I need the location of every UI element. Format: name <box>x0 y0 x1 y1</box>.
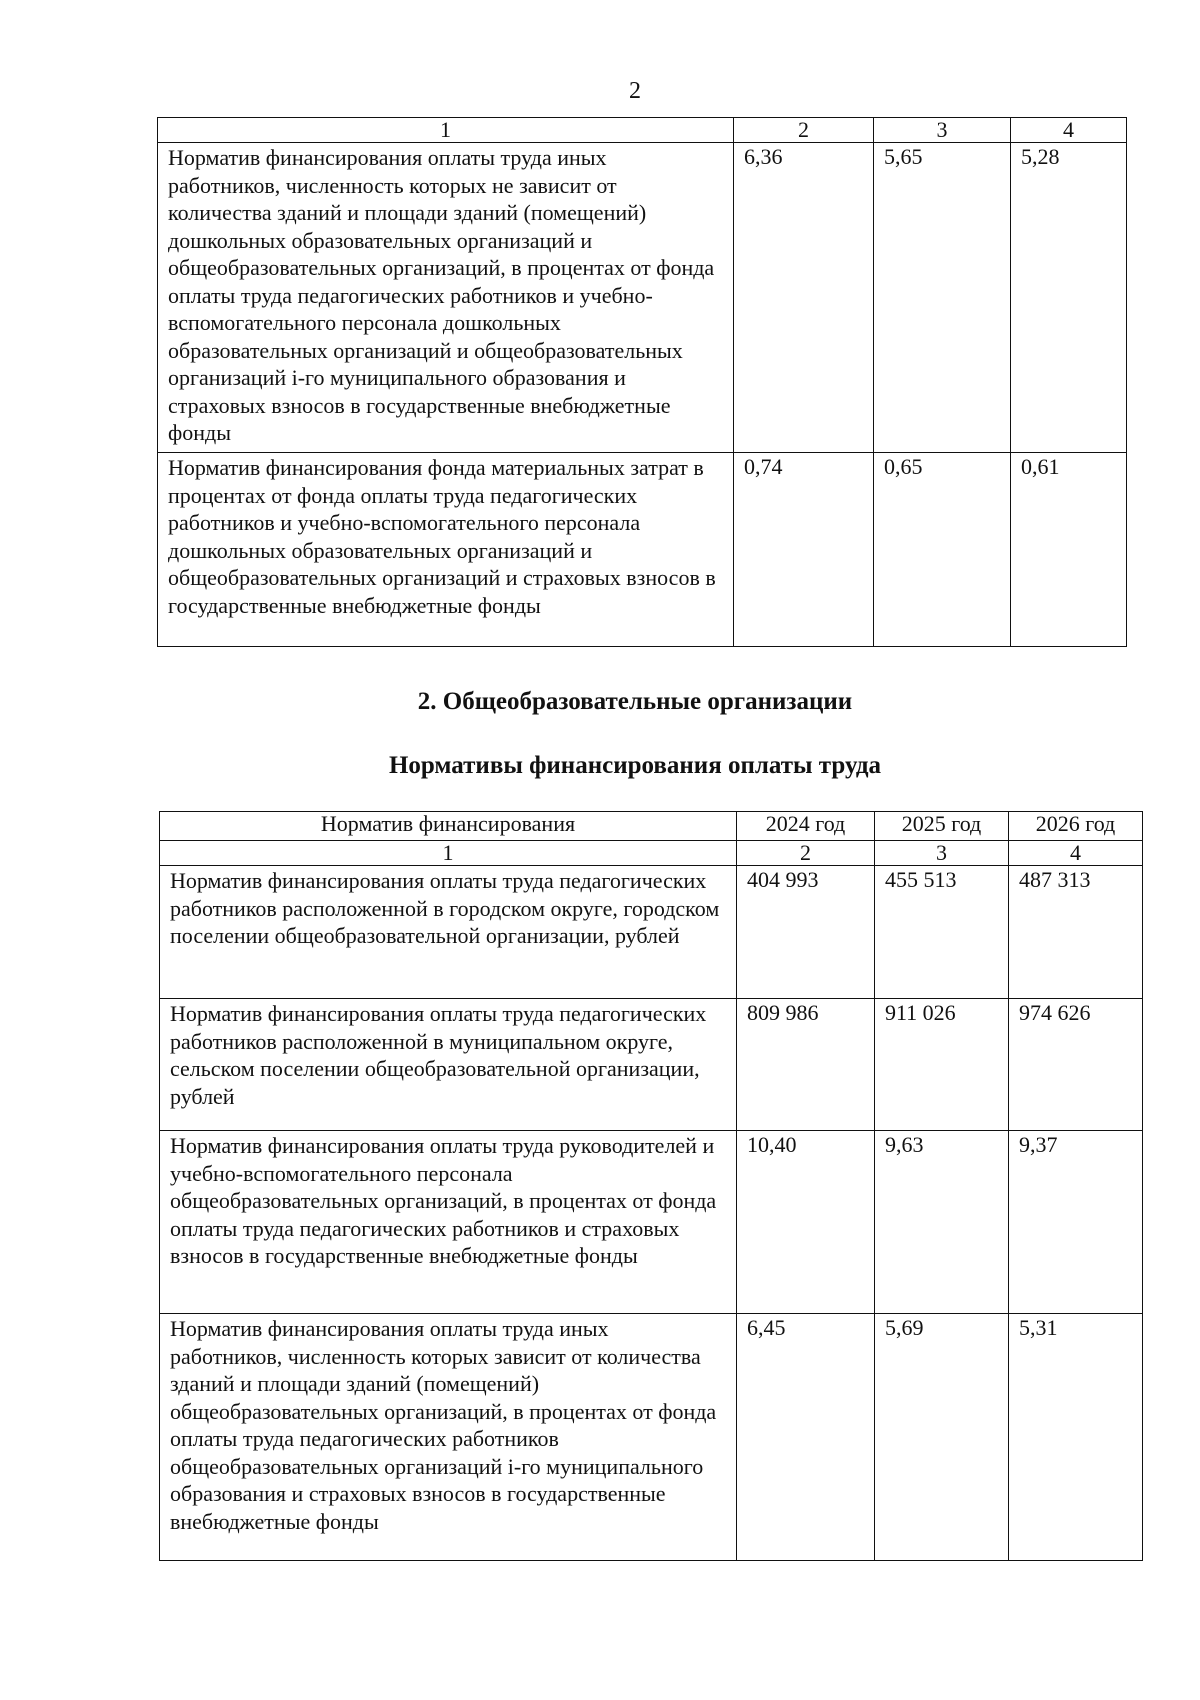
subsection-title: Нормативы финансирования оплаты труда <box>388 752 882 779</box>
table-continued <box>157 117 1127 647</box>
column-number: 1 <box>160 841 737 866</box>
column-number: 4 <box>1011 118 1127 143</box>
row-label: Норматив финансирования фонда материальных затрат в процентах от фонда оплаты труда педагогических работников и учебно-вспомогательного персонала дошкольных образовательных организаций и общеобразовательных организаций и страховых взносов в государственные внебюджетные фонды <box>158 453 734 647</box>
table-row <box>158 453 1127 647</box>
column-number: 4 <box>1009 841 1143 866</box>
value-2025: 455 513 <box>875 866 1009 999</box>
value-2026: 0,61 <box>1011 453 1127 647</box>
table-numbering-row <box>158 118 1127 143</box>
value-2024: 6,45 <box>737 1314 875 1561</box>
row-label: Норматив финансирования оплаты труда руководителей и учебно-вспомогательного персонала общеобразовательных организаций, в процентах от фонда оплаты труда педагогических работников и страховых взносов в государственные внебюджетные фонды <box>160 1131 737 1314</box>
table-header-row <box>160 812 1143 841</box>
value-2026: 487 313 <box>1009 866 1143 999</box>
funding-norms-table <box>159 811 1143 1561</box>
page-number: 2 <box>629 78 641 104</box>
table-row <box>160 1314 1143 1561</box>
value-2025: 5,69 <box>875 1314 1009 1561</box>
value-2024: 10,40 <box>737 1131 875 1314</box>
column-number: 2 <box>734 118 874 143</box>
table-row <box>160 999 1143 1131</box>
column-number: 3 <box>874 118 1011 143</box>
value-2024: 809 986 <box>737 999 875 1131</box>
value-2024: 6,36 <box>734 143 874 453</box>
value-2025: 9,63 <box>875 1131 1009 1314</box>
column-number: 2 <box>737 841 875 866</box>
column-header: 2025 год <box>875 812 1009 841</box>
column-number: 3 <box>875 841 1009 866</box>
value-2024: 404 993 <box>737 866 875 999</box>
table-row <box>160 866 1143 999</box>
column-header: 2024 год <box>737 812 875 841</box>
column-header: 2026 год <box>1009 812 1143 841</box>
value-2024: 0,74 <box>734 453 874 647</box>
value-2025: 911 026 <box>875 999 1009 1131</box>
row-label: Норматив финансирования оплаты труда педагогических работников расположенной в городском округе, городском поселении общеобразовательной организации, рублей <box>160 866 737 999</box>
column-header: Норматив финансирования <box>160 812 737 841</box>
table-row <box>160 1131 1143 1314</box>
table-numbering-row <box>160 841 1143 866</box>
table-row <box>158 143 1127 453</box>
section-title: 2. Общеобразовательные организации <box>417 688 853 715</box>
value-2025: 5,65 <box>874 143 1011 453</box>
column-number: 1 <box>158 118 734 143</box>
value-2026: 9,37 <box>1009 1131 1143 1314</box>
value-2026: 5,31 <box>1009 1314 1143 1561</box>
row-label: Норматив финансирования оплаты труда иных работников, численность которых зависит от количества зданий и площади зданий (помещений) общеобразовательных организаций, в процентах от фонда оплаты труда педагогических работников общеобразовательных организаций i-го муниципального образования и страховых взносов в государственные внебюджетные фонды <box>160 1314 737 1561</box>
value-2025: 0,65 <box>874 453 1011 647</box>
value-2026: 974 626 <box>1009 999 1143 1131</box>
row-label: Норматив финансирования оплаты труда иных работников, численность которых не зависит от количества зданий и площади зданий (помещений) дошкольных образовательных организаций и общеобразовательных организаций, в процентах от фонда оплаты труда педагогических работников и учебно-вспомогательного персонала дошкольных образовательных организаций и общеобразовательных организаций i-го муниципального образования и страховых взносов в государственные внебюджетные фонды <box>158 143 734 453</box>
value-2026: 5,28 <box>1011 143 1127 453</box>
row-label: Норматив финансирования оплаты труда педагогических работников расположенной в муниципальном округе, сельском поселении общеобразовательной организации, рублей <box>160 999 737 1131</box>
